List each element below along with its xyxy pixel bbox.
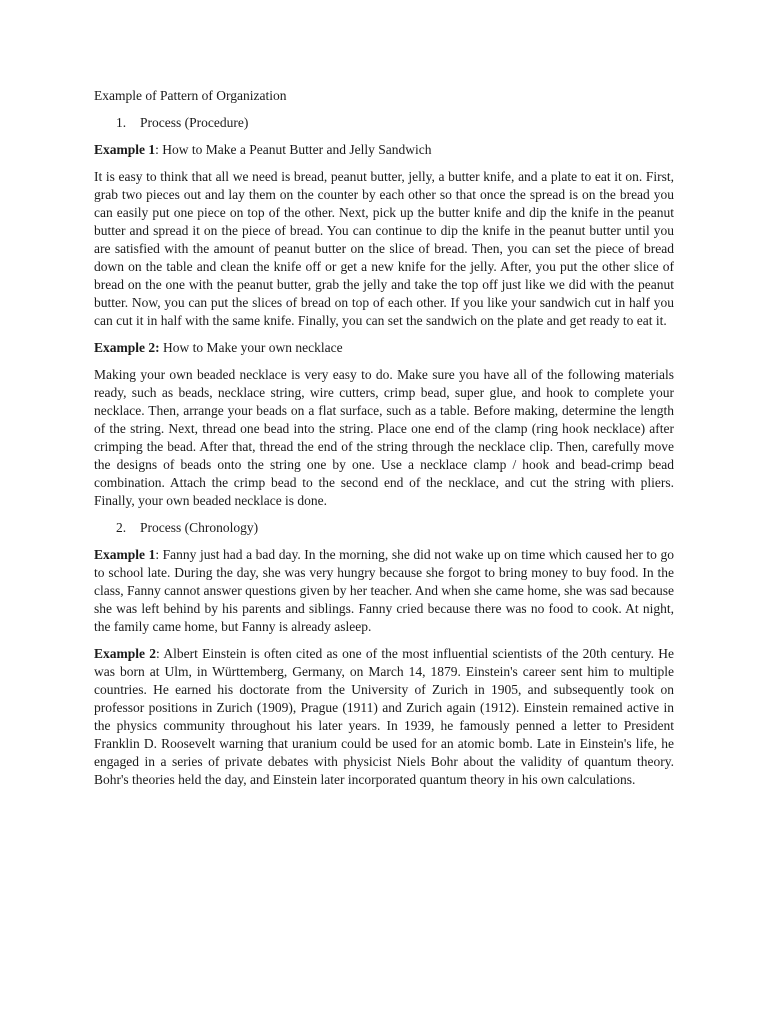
example-body: Albert Einstein is often cited as one of the most influential scientists of the 20th century. He was born at Ulm, in Württemberg, Germany, on March 14, 1879. Einstein's career sent him to multiple countries. He earned his doctorate from the University of Zurich in 1905, and subsequently took on professor positions in Zurich (1909), Prague (1911) and Zurich again (1912). Einstein remained active in the physics community throughout his later years. In 1939, he famously penned a letter to President Franklin D. Roosevelt warning that uranium could be used for an atomic bomb. Late in Einstein's life, he engaged in a series of private debates with physicist Niels Bohr about the validity of quantum theory. Bohr's theories held the day, and Einstein later incorporated quantum theory in his own calculations. xyxy=(94,646,674,787)
section-title: Process (Chronology) xyxy=(140,520,259,535)
example-label: Example 2: xyxy=(94,340,160,355)
example-label: Example 2 xyxy=(94,646,157,661)
example-fanny xyxy=(94,546,674,636)
section-heading-procedure xyxy=(94,114,674,132)
example-heading-necklace xyxy=(94,339,674,357)
example-label: Example 1 xyxy=(94,142,156,157)
example-einstein xyxy=(94,645,674,789)
section-number: 1. xyxy=(116,115,127,130)
example-separator: : xyxy=(156,646,164,661)
example-separator: : xyxy=(155,547,163,562)
section-heading-chronology xyxy=(94,519,674,537)
document-body xyxy=(94,87,674,789)
section-title: Process (Procedure) xyxy=(140,115,249,130)
example-body-sandwich: It is easy to think that all we need is bread, peanut butter, jelly, a butter knife, and a plate to eat it on. First, grab two pieces out and lay them on the counter by each other so that once the spread is on the bread you can easily put one piece on top of the other. Next, pick up the butter knife and dip the knife in the peanut butter and spread it on the piece of bread. You can continue to dip the knife in the peanut butter until you are satisfied with the amount of peanut butter on the slice of bread. Then, you can set the piece of bread down on the table and clean the knife off or get a new knife for the jelly. After, you put the other slice of bread on the one with the peanut butter, grab the jelly and take the top off just like we did with the peanut butter. Now, you can put the slices of bread on top of each other. If you like your sandwich cut in half you can cut it in half with the same knife. Finally, you can set the sandwich on the plate and get ready to eat it. xyxy=(94,169,674,328)
example-title: How to Make your own necklace xyxy=(163,340,343,355)
example-body-necklace: Making your own beaded necklace is very easy to do. Make sure you have all of the following materials ready, such as beads, necklace string, wire cutters, crimp bead, super glue, and hook to complete your necklace. Then, arrange your beads on a flat surface, such as a table. Before making, determine the length of the string. Next, thread one bead into the string. Place one end of the clamp (ring hook necklace) after crimping the bead. After that, thread the end of the string through the necklace clip. Then, carefully move the designs of beads onto the string one by one. Use a necklace clamp / hook and bead-crimp bead combination. Attach the crimp bead to the second end of the necklace, and cut the string with pliers. Finally, your own beaded necklace is done. xyxy=(94,367,674,508)
example-label: Example 1 xyxy=(94,547,156,562)
example-body: Fanny just had a bad day. In the morning, she did not wake up on time which caused her to go to school late. During the day, she was very hungry because she forgot to bring money to buy food. In the class, Fanny cannot answer questions given by her teacher. And when she came home, she was sad because she was left behind by his parents and siblings. Fanny cried because there was no food to cook. At night, the family came home, but Fanny is already asleep. xyxy=(94,547,674,634)
section-number: 2. xyxy=(116,520,127,535)
example-heading-sandwich xyxy=(94,141,674,159)
example-separator: : xyxy=(155,142,163,157)
document-title: Example of Pattern of Organization xyxy=(94,88,287,103)
example-title: How to Make a Peanut Butter and Jelly Sandwich xyxy=(162,142,432,157)
